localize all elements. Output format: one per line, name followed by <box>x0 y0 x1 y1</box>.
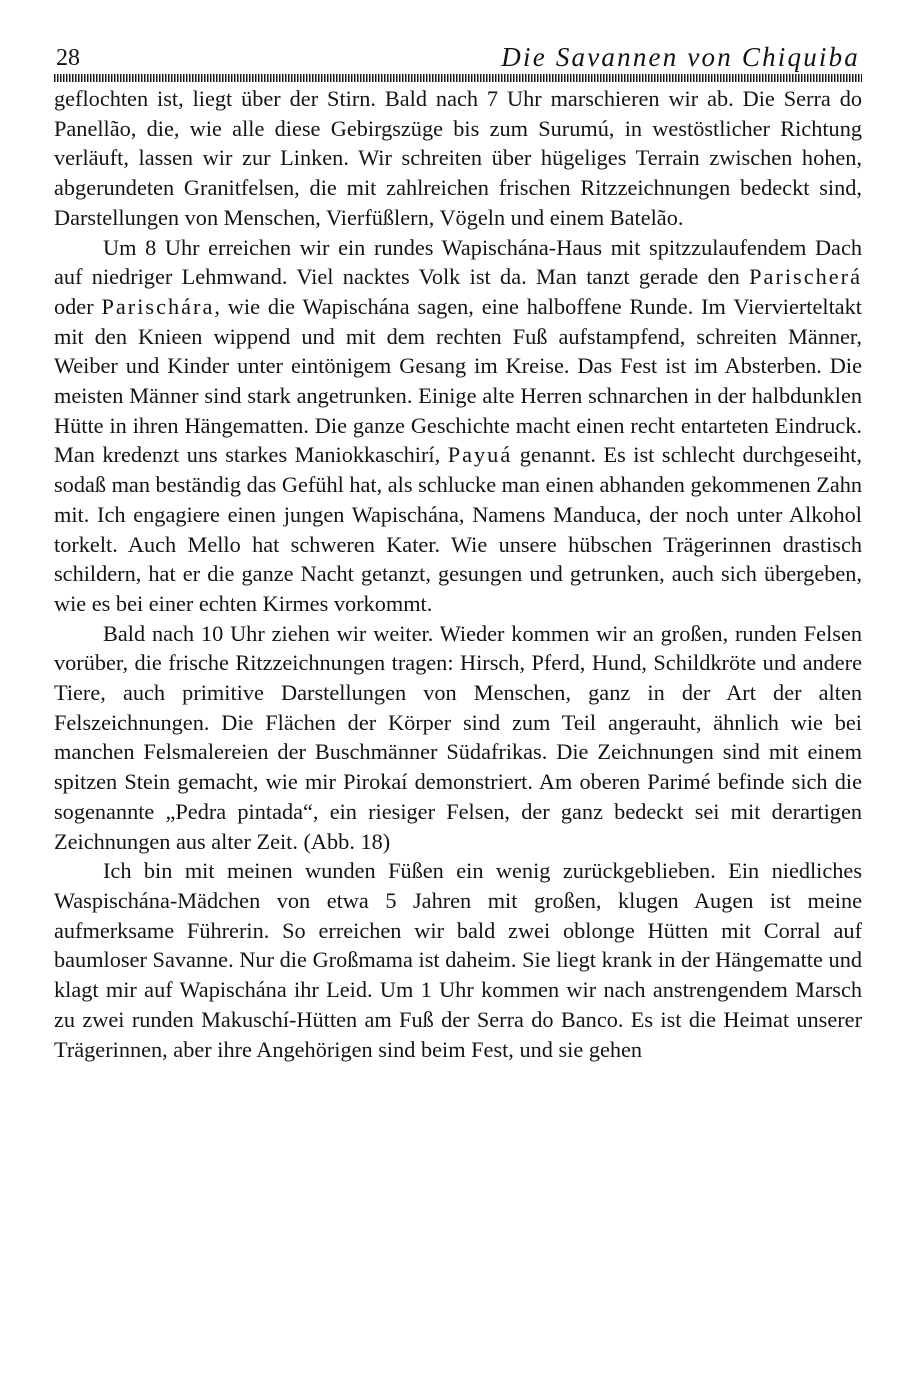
paragraph-text: genannt. Es ist schlecht durchgeseiht, sodaß man beständig das Gefühl hat, als schlucke man einen abhanden gekommenen Zahn mit. Ich engagiere einen jungen Wapischána, Namens Manduca, der noch unter Alkohol torkelt. Auch Mello hat schweren Kater. Wie unsere hübschen Trägerinnen drastisch schildern, hat er die ganze Nacht getanzt, gesungen und getrunken, auch sich übergeben, wie es bei einer echten Kirmes vorkommt. <box>54 442 863 616</box>
page-number: 28 <box>56 45 80 71</box>
paragraph-text: oder <box>54 293 102 319</box>
paragraph-text: Bald nach 10 Uhr ziehen wir weiter. Wieder kommen wir an großen, runden Felsen vorüber, die frische Ritzzeichnungen tragen: Hirsch, Pferd, Hund, Schildkröte und andere Tiere, auch primitive Darstellungen von Menschen, ganz in der Art der alten Felszeichnungen. Die Flächen der Körper sind zum Teil angerauht, ähnlich wie bei manchen Felsmalereien der Buschmänner Südafrikas. Die Zeichnungen sind mit einem spitzen Stein gemacht, wie mir Pirokaí demonstriert. Am oberen Parimé befinde sich die sogenannte „Pedra pintada“, ein riesiger Felsen, der ganz bedeckt sei mit derartigen Zeichnungen aus alter Zeit. (Abb. 18) <box>54 620 862 854</box>
paragraph-text: Um 8 Uhr erreichen wir ein rundes Wapischána-Haus mit spitzzulaufendem Dach auf niedriger Lehmwand. Viel nacktes Volk ist da. Man tanzt gerade den <box>54 234 862 290</box>
spaced-term: Parischára <box>101 293 215 319</box>
body-text <box>54 84 862 1064</box>
book-page <box>54 40 862 1064</box>
running-title: Die Savannen von Chiquiba <box>501 42 860 72</box>
paragraph <box>54 233 862 619</box>
spaced-term: Parischerá <box>749 264 862 290</box>
spaced-term: Payuá <box>447 442 513 468</box>
header-rule <box>54 74 862 82</box>
paragraph-text: geflochten ist, liegt über der Stirn. Bald nach 7 Uhr marschieren wir ab. Die Serra do Panellão, die, wie alle diese Gebirgszüge bis zum Surumú, in westöstlicher Richtung verläuft, lassen wir zur Linken. Wir schreiten über hügeliges Terrain zwischen hohen, abgerundeten Granitfelsen, die mit zahlreichen frischen Ritzzeichnungen bedeckt sind, Darstellungen von Menschen, Vierfüßlern, Vögeln und einem Batelão. <box>54 86 862 230</box>
paragraph-text: Ich bin mit meinen wunden Füßen ein wenig zurückgeblieben. Ein niedliches Waspischána-Mädchen von etwa 5 Jahren mit großen, klugen Augen ist meine aufmerksame Führerin. So erreichen wir bald zwei oblonge Hütten mit Corral auf baumloser Savanne. Nur die Großmama ist daheim. Sie liegt krank in der Hängematte und klagt mir auf Wapischána ihr Leid. Um 1 Uhr kommen wir nach anstrengendem Marsch zu zwei runden Makuschí-Hütten am Fuß der Serra do Banco. Es ist die Heimat unserer Trägerinnen, aber ihre Angehörigen sind beim Fest, und sie gehen <box>54 858 862 1062</box>
page-header <box>54 40 862 74</box>
paragraph-text: , wie die Wapischána sagen, eine halboffene Runde. Im Viervierteltakt mit den Knieen wippend und mit dem rechten Fuß aufstampfend, schreiten Männer, Weiber und Kinder unter eintönigem Gesang im Kreise. Das Fest ist im Absterben. Die meisten Männer sind stark angetrunken. Einige alte Herren schnarchen in der halbdunklen Hütte in ihren Hängematten. Die ganze Geschichte macht einen recht entarteten Eindruck. Man kredenzt uns starkes Maniokkaschirí, <box>54 293 863 468</box>
paragraph <box>54 856 862 1064</box>
paragraph <box>54 619 862 857</box>
paragraph <box>54 84 862 233</box>
